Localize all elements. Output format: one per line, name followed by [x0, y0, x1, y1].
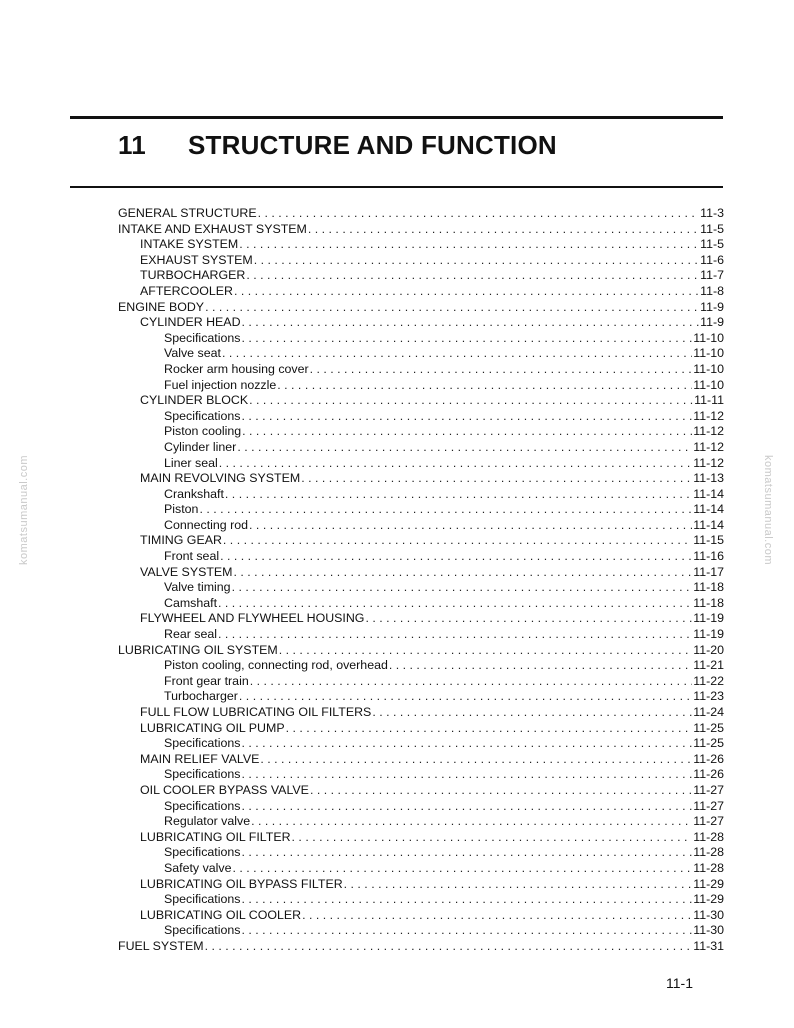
toc-dot-leader [241, 736, 692, 752]
toc-entry-label: FUEL SYSTEM [118, 938, 204, 953]
toc-entry-label: OIL COOLER BYPASS VALVE [140, 782, 309, 797]
toc-entry[interactable] [118, 362, 724, 378]
page-number: 11-1 [666, 975, 693, 991]
toc-entry-page: 11-24 [693, 705, 724, 719]
toc-entry[interactable] [118, 253, 724, 269]
toc-entry-label: CYLINDER BLOCK [140, 393, 249, 408]
toc-entry[interactable] [118, 456, 724, 472]
toc-entry-label: FULL FLOW LUBRICATING OIL FILTERS [140, 705, 372, 719]
chapter-title: STRUCTURE AND FUNCTION [188, 130, 557, 160]
toc-entry-page: 11-25 [693, 720, 724, 735]
toc-entry-label: Valve seat [164, 346, 221, 361]
toc-entry-page: 11-16 [693, 549, 724, 564]
toc-dot-leader [254, 253, 699, 269]
toc-entry[interactable] [118, 939, 724, 955]
toc-entry[interactable] [118, 783, 724, 799]
toc-entry-page: 11-23 [693, 689, 724, 704]
toc-dot-leader [310, 783, 692, 799]
toc-dot-leader [232, 580, 693, 596]
toc-entry-label: Piston cooling, connecting rod, overhead [164, 658, 388, 673]
toc-entry-page: 11-9 [700, 299, 724, 314]
toc-entry-page: 11-10 [693, 330, 724, 345]
header-rule-bottom [70, 186, 723, 188]
table-of-contents [118, 206, 724, 955]
toc-entry-label: Crankshaft [164, 486, 224, 501]
toc-dot-leader [251, 814, 692, 830]
toc-entry-page: 11-6 [700, 252, 724, 267]
toc-dot-leader [241, 799, 692, 815]
toc-dot-leader [205, 939, 693, 955]
toc-entry-label: Cylinder liner [164, 439, 237, 454]
toc-entry[interactable] [118, 409, 724, 425]
toc-dot-leader [219, 456, 692, 472]
toc-dot-leader [277, 378, 692, 394]
toc-entry-label: AFTERCOOLER [140, 283, 233, 298]
toc-entry-page: 11-29 [693, 876, 724, 891]
toc-entry[interactable] [118, 222, 724, 238]
toc-entry-page: 11-3 [700, 206, 724, 220]
toc-entry-page: 11-18 [693, 580, 724, 595]
toc-entry-label: FLYWHEEL AND FLYWHEEL HOUSING [140, 611, 365, 626]
toc-dot-leader [218, 596, 692, 612]
toc-entry-page: 11-9 [700, 315, 724, 330]
toc-entry[interactable] [118, 284, 724, 300]
chapter-number: 11 [118, 130, 146, 160]
toc-entry-label: ENGINE BODY [118, 299, 205, 314]
toc-entry[interactable] [118, 331, 724, 347]
toc-entry[interactable] [118, 908, 724, 924]
toc-dot-leader [286, 721, 693, 737]
toc-entry-page: 11-10 [693, 346, 724, 361]
toc-entry[interactable] [118, 596, 724, 612]
toc-entry[interactable] [118, 611, 724, 627]
toc-entry[interactable] [118, 923, 724, 939]
toc-dot-leader [205, 300, 699, 316]
toc-entry-label: LUBRICATING OIL FILTER [140, 829, 291, 844]
toc-dot-leader [239, 689, 692, 705]
header-rule-top [70, 116, 723, 119]
toc-dot-leader [234, 284, 699, 300]
toc-entry-label: INTAKE SYSTEM [140, 237, 239, 252]
toc-entry-label: LUBRICATING OIL COOLER [140, 907, 302, 922]
toc-dot-leader [249, 393, 693, 409]
toc-entry-page: 11-18 [693, 595, 724, 610]
toc-entry-page: 11-28 [693, 860, 724, 875]
toc-entry-page: 11-27 [693, 798, 724, 813]
toc-entry[interactable] [118, 721, 724, 737]
toc-dot-leader [372, 705, 692, 721]
toc-entry[interactable] [118, 549, 724, 565]
toc-dot-leader [292, 830, 693, 846]
toc-entry-page: 11-22 [693, 673, 724, 688]
toc-entry[interactable] [118, 393, 724, 409]
toc-entry-label: Specifications [164, 736, 241, 751]
toc-dot-leader [241, 409, 692, 425]
toc-dot-leader [241, 331, 692, 347]
toc-entry-label: Piston cooling [164, 424, 242, 439]
toc-entry-page: 11-5 [700, 221, 724, 236]
toc-entry-page: 11-30 [693, 923, 724, 938]
toc-entry[interactable] [118, 440, 724, 456]
toc-entry[interactable] [118, 674, 724, 690]
toc-entry-page: 11-29 [693, 892, 724, 907]
toc-entry-page: 11-30 [693, 907, 724, 922]
toc-entry-label: Front gear train [164, 673, 249, 688]
toc-entry-label: Rocker arm housing cover [164, 361, 309, 376]
toc-entry-page: 11-15 [693, 533, 724, 548]
toc-dot-leader [242, 315, 700, 331]
toc-dot-leader [344, 877, 693, 893]
toc-entry-page: 11-25 [693, 736, 724, 751]
toc-entry-page: 11-13 [693, 471, 724, 486]
toc-entry[interactable] [118, 799, 724, 815]
toc-entry-page: 11-31 [693, 938, 724, 953]
toc-entry-page: 11-5 [700, 237, 724, 252]
toc-dot-leader [220, 549, 692, 565]
toc-entry[interactable] [118, 845, 724, 861]
toc-dot-leader [301, 471, 692, 487]
toc-entry[interactable] [118, 424, 724, 440]
toc-entry-page: 11-7 [700, 268, 724, 283]
toc-entry[interactable] [118, 268, 724, 284]
toc-entry-page: 11-10 [693, 361, 724, 376]
toc-entry-page: 11-19 [693, 627, 724, 642]
toc-entry-page: 11-10 [693, 377, 724, 392]
toc-entry-page: 11-17 [693, 564, 724, 579]
toc-entry-page: 11-12 [693, 424, 724, 439]
toc-entry-page: 11-8 [700, 283, 724, 298]
toc-dot-leader [237, 440, 692, 456]
toc-entry[interactable] [118, 689, 724, 705]
toc-entry-label: Specifications [164, 767, 241, 782]
toc-entry-page: 11-14 [693, 486, 724, 501]
toc-entry[interactable] [118, 627, 724, 643]
toc-dot-leader [310, 362, 693, 378]
toc-entry[interactable] [118, 502, 724, 518]
toc-entry-label: LUBRICATING OIL PUMP [140, 720, 285, 735]
toc-entry-page: 11-12 [693, 408, 724, 423]
toc-dot-leader [234, 565, 693, 581]
toc-entry-label: LUBRICATING OIL SYSTEM [118, 642, 278, 657]
toc-dot-leader [260, 752, 692, 768]
toc-entry-page: 11-27 [693, 814, 724, 829]
toc-entry-page: 11-12 [693, 439, 724, 454]
toc-entry-label: Fuel injection nozzle [164, 377, 277, 392]
toc-dot-leader [233, 861, 693, 877]
toc-dot-leader [241, 845, 692, 861]
toc-entry-page: 11-12 [693, 455, 724, 470]
toc-entry[interactable] [118, 487, 724, 503]
toc-entry-label: TIMING GEAR [140, 533, 222, 548]
toc-entry-label: Rear seal [164, 627, 218, 642]
toc-dot-leader [389, 658, 692, 674]
toc-dot-leader [308, 222, 699, 238]
toc-dot-leader [218, 627, 692, 643]
toc-entry[interactable] [118, 206, 724, 222]
toc-entry-page: 11-19 [693, 611, 724, 626]
toc-entry-label: GENERAL STRUCTURE [118, 206, 257, 220]
toc-entry-page: 11-14 [693, 517, 724, 532]
toc-entry[interactable] [118, 767, 724, 783]
toc-entry[interactable] [118, 736, 724, 752]
toc-dot-leader [250, 674, 693, 690]
toc-entry-page: 11-21 [693, 658, 724, 673]
toc-entry[interactable] [118, 705, 724, 721]
chapter-heading [118, 130, 557, 161]
toc-dot-leader [241, 923, 692, 939]
toc-dot-leader [246, 268, 699, 284]
toc-dot-leader [222, 346, 692, 362]
toc-entry-label: Front seal [164, 549, 220, 564]
toc-entry-label: Piston [164, 502, 199, 517]
toc-entry[interactable] [118, 378, 724, 394]
toc-entry-label: EXHAUST SYSTEM [140, 252, 253, 267]
toc-entry-label: Specifications [164, 923, 241, 938]
toc-dot-leader [239, 237, 699, 253]
toc-entry-label: Valve timing [164, 580, 231, 595]
toc-dot-leader [279, 643, 692, 659]
watermark-right: komatsumanual.com [762, 455, 774, 565]
toc-entry-label: Specifications [164, 845, 241, 860]
toc-entry[interactable] [118, 814, 724, 830]
toc-entry[interactable] [118, 300, 724, 316]
toc-entry[interactable] [118, 346, 724, 362]
toc-entry[interactable] [118, 533, 724, 549]
toc-entry-label: Safety valve [164, 860, 232, 875]
toc-entry[interactable] [118, 830, 724, 846]
toc-entry-label: Turbocharger [164, 689, 238, 704]
toc-dot-leader [241, 767, 692, 783]
toc-entry-page: 11-27 [693, 782, 724, 797]
toc-entry[interactable] [118, 237, 724, 253]
toc-entry-label: Regulator valve [164, 814, 251, 829]
toc-entry-label: Specifications [164, 798, 241, 813]
toc-entry-label: Specifications [164, 408, 241, 423]
toc-entry-page: 11-14 [693, 502, 724, 517]
toc-entry[interactable] [118, 565, 724, 581]
watermark-left: komatsumanual.com [18, 455, 30, 565]
toc-entry[interactable] [118, 471, 724, 487]
toc-entry-page: 11-26 [693, 751, 724, 766]
toc-dot-leader [225, 487, 692, 503]
toc-dot-leader [199, 502, 692, 518]
toc-entry-page: 11-28 [693, 829, 724, 844]
toc-entry[interactable] [118, 518, 724, 534]
toc-entry[interactable] [118, 752, 724, 768]
toc-entry-page: 11-26 [693, 767, 724, 782]
toc-entry-label: Liner seal [164, 455, 218, 470]
toc-entry-label: Connecting rod [164, 517, 249, 532]
toc-dot-leader [241, 892, 692, 908]
toc-entry-label: CYLINDER HEAD [140, 315, 241, 330]
toc-entry-page: 11-11 [694, 393, 724, 408]
toc-entry-label: MAIN RELIEF VALVE [140, 751, 260, 766]
toc-entry[interactable] [118, 877, 724, 893]
toc-entry[interactable] [118, 861, 724, 877]
toc-entry-page: 11-28 [693, 845, 724, 860]
toc-entry[interactable] [118, 643, 724, 659]
toc-dot-leader [258, 206, 700, 222]
toc-entry[interactable] [118, 892, 724, 908]
toc-dot-leader [249, 518, 692, 534]
toc-entry-label: Specifications [164, 330, 241, 345]
toc-entry[interactable] [118, 658, 724, 674]
toc-entry-label: LUBRICATING OIL BYPASS FILTER [140, 876, 343, 891]
toc-entry-label: TURBOCHARGER [140, 268, 246, 283]
toc-entry-label: MAIN REVOLVING SYSTEM [140, 471, 301, 486]
toc-dot-leader [302, 908, 692, 924]
toc-entry[interactable] [118, 315, 724, 331]
toc-entry[interactable] [118, 580, 724, 596]
toc-dot-leader [223, 533, 692, 549]
toc-entry-label: Specifications [164, 892, 241, 907]
toc-dot-leader [242, 424, 692, 440]
toc-entry-label: VALVE SYSTEM [140, 564, 233, 579]
toc-entry-page: 11-20 [693, 642, 724, 657]
toc-entry-label: INTAKE AND EXHAUST SYSTEM [118, 221, 307, 236]
toc-entry-label: Camshaft [164, 595, 218, 610]
toc-dot-leader [365, 611, 692, 627]
